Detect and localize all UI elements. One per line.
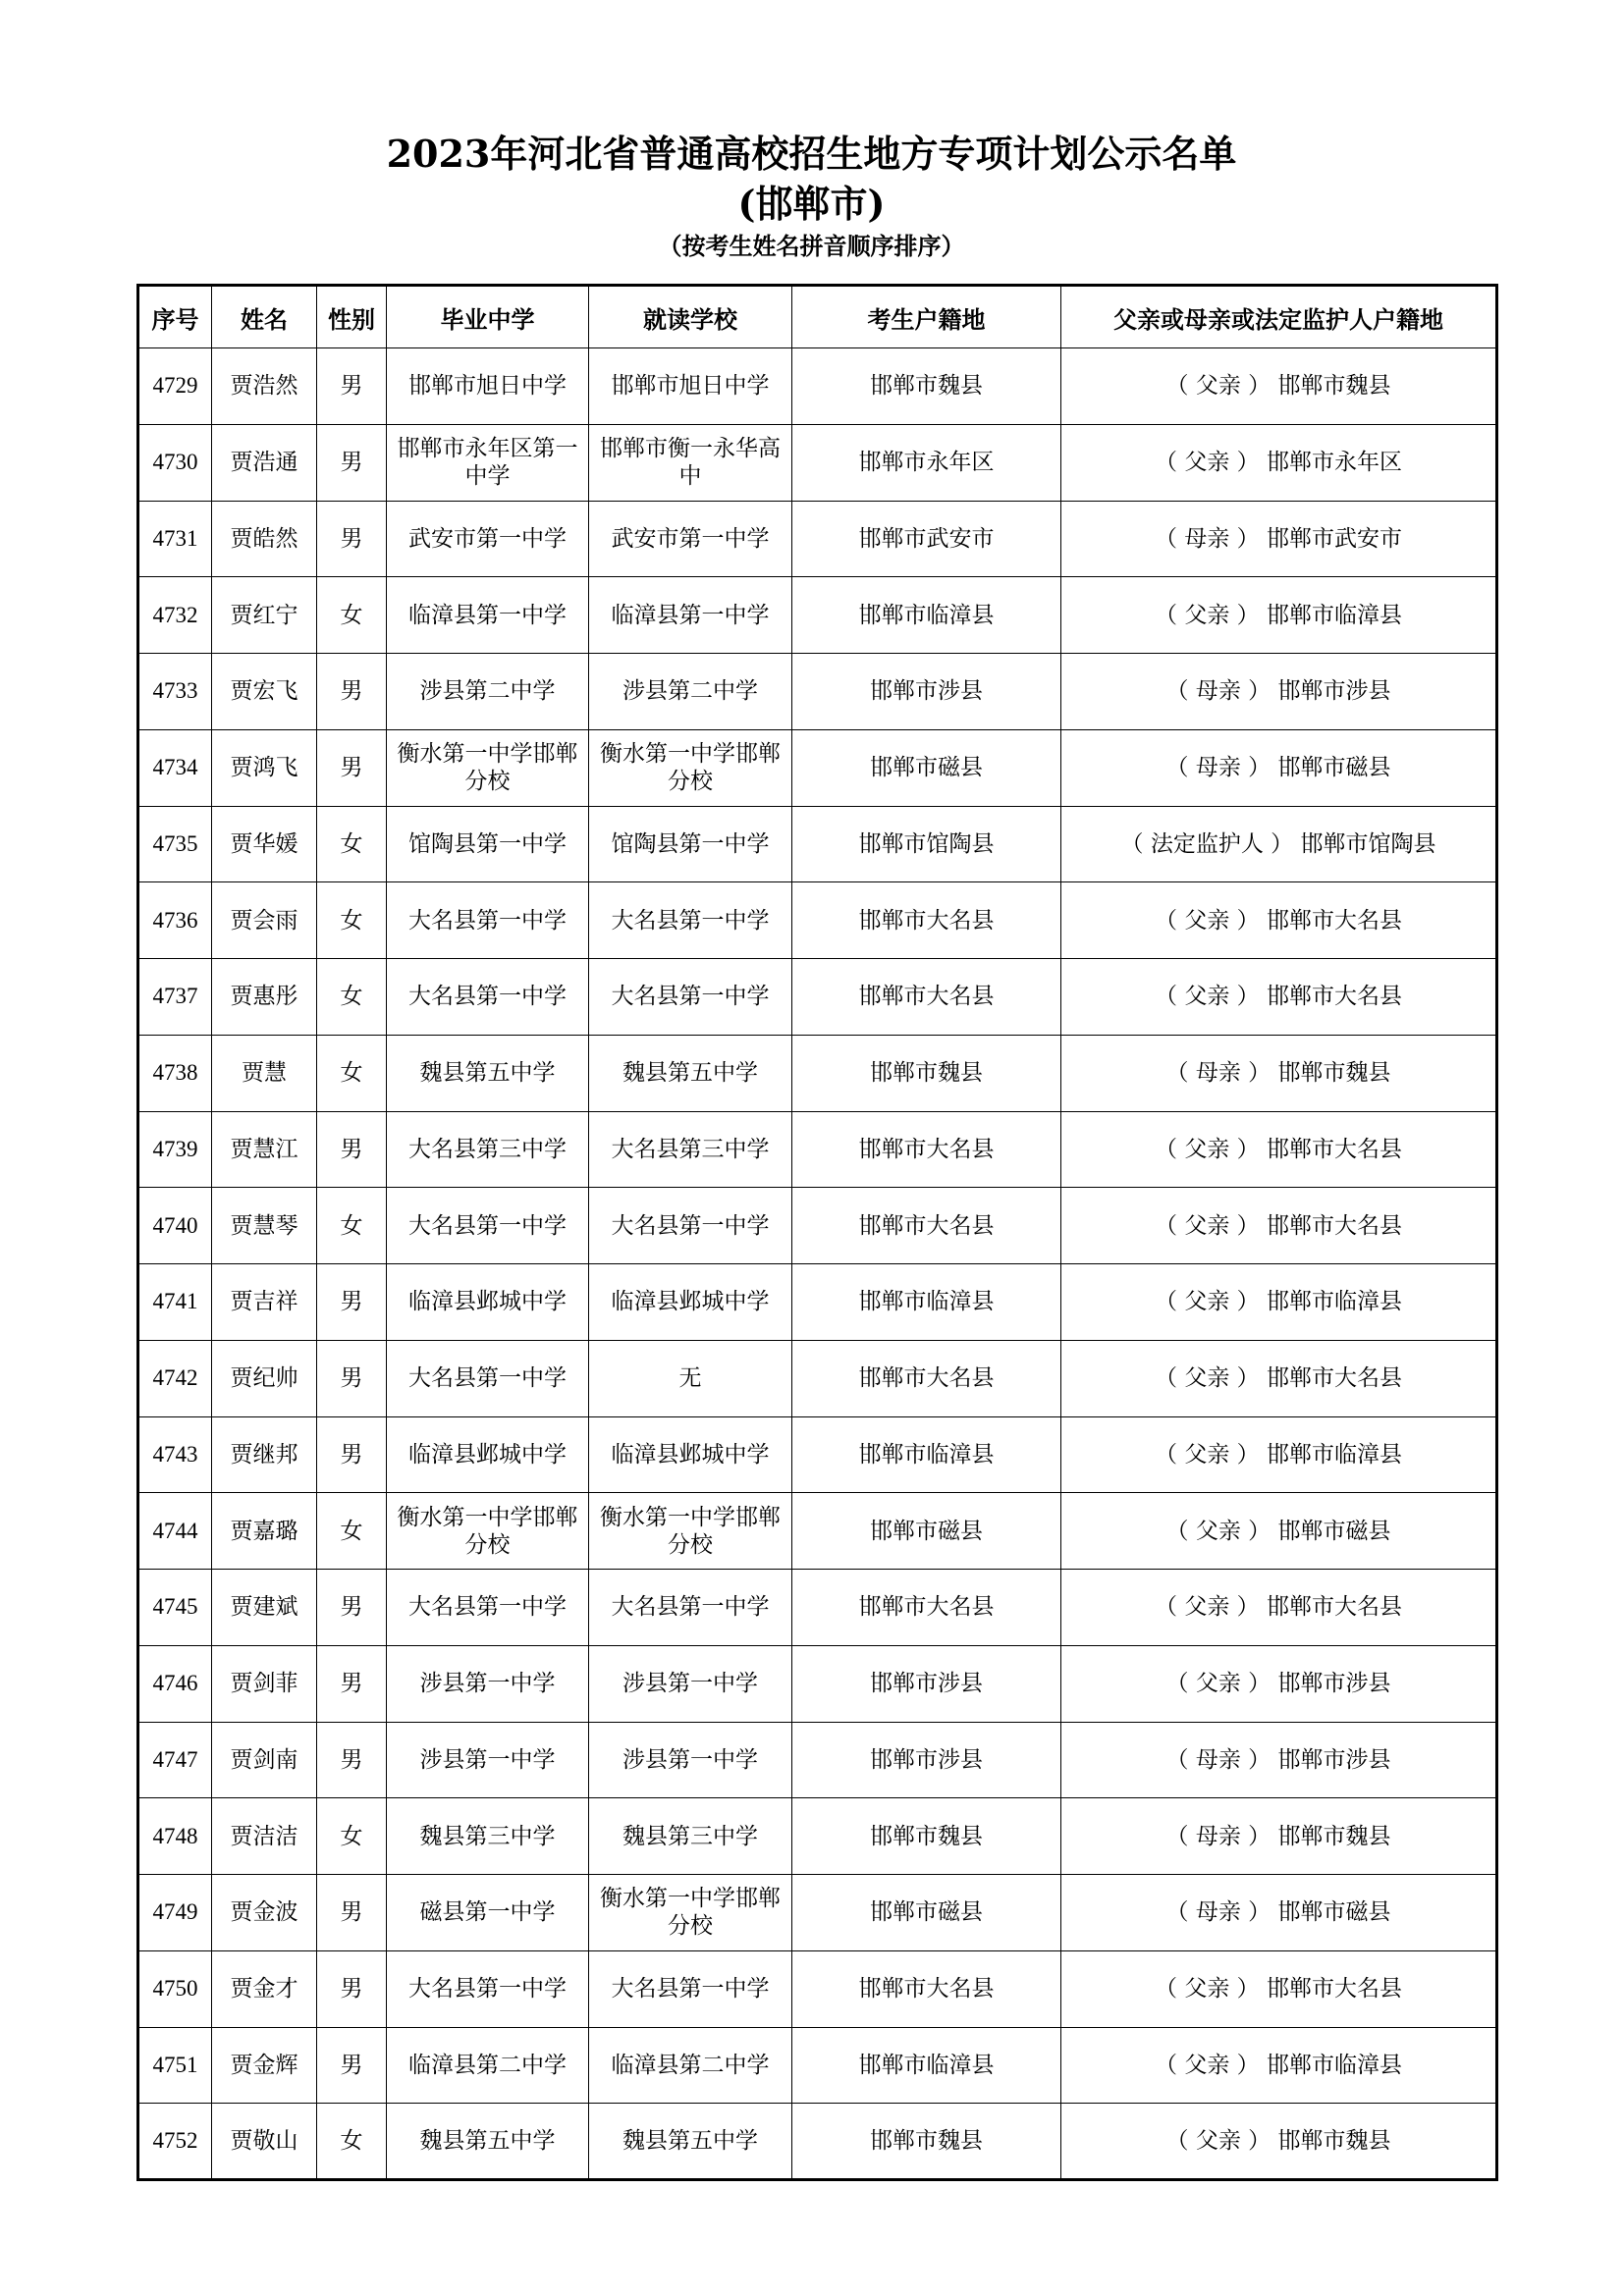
guardian-domicile-cell: （ 父亲 ） 邯郸市大名县: [1061, 959, 1497, 1036]
guardian-domicile-cell: （ 父亲 ） 邯郸市临漳县: [1061, 1264, 1497, 1341]
gender-cell: 男: [317, 1570, 387, 1646]
row-index-cell: 4731: [138, 501, 212, 577]
student-domicile-cell: 邯郸市魏县: [792, 348, 1061, 425]
graduated-school-cell: 魏县第三中学: [387, 1798, 589, 1875]
student-name-cell: 贾金才: [212, 1950, 317, 2027]
graduated-school-cell: 邯郸市永年区第一中学: [387, 424, 589, 501]
gender-cell: 女: [317, 2104, 387, 2180]
admission-roster-table: [136, 284, 1498, 2181]
graduated-school-cell: 临漳县第一中学: [387, 577, 589, 654]
table-row: [138, 501, 1497, 577]
gender-cell: 男: [317, 1264, 387, 1341]
current-school-cell: 涉县第一中学: [589, 1645, 792, 1722]
student-name-cell: 贾鸿飞: [212, 729, 317, 806]
table-row: [138, 1645, 1497, 1722]
row-index-cell: 4730: [138, 424, 212, 501]
student-domicile-cell: 邯郸市大名县: [792, 1570, 1061, 1646]
graduated-school-cell: 临漳县第二中学: [387, 2027, 589, 2104]
student-name-cell: 贾慧: [212, 1035, 317, 1111]
current-school-cell: 衡水第一中学邯郸分校: [589, 729, 792, 806]
table-row: [138, 729, 1497, 806]
row-index-cell: 4749: [138, 1875, 212, 1951]
current-school-cell: 武安市第一中学: [589, 501, 792, 577]
table-row: [138, 1188, 1497, 1264]
student-name-cell: 贾浩通: [212, 424, 317, 501]
row-index-cell: 4750: [138, 1950, 212, 2027]
guardian-domicile-cell: （ 母亲 ） 邯郸市魏县: [1061, 1798, 1497, 1875]
gender-cell: 女: [317, 577, 387, 654]
student-name-cell: 贾皓然: [212, 501, 317, 577]
student-domicile-cell: 邯郸市魏县: [792, 1035, 1061, 1111]
guardian-domicile-cell: （ 母亲 ） 邯郸市磁县: [1061, 1875, 1497, 1951]
current-school-cell: 大名县第一中学: [589, 1188, 792, 1264]
guardian-domicile-cell: （ 父亲 ） 邯郸市临漳县: [1061, 1416, 1497, 1493]
student-name-cell: 贾纪帅: [212, 1340, 317, 1416]
student-domicile-cell: 邯郸市馆陶县: [792, 806, 1061, 882]
guardian-domicile-cell: （ 父亲 ） 邯郸市大名县: [1061, 1111, 1497, 1188]
row-index-cell: 4739: [138, 1111, 212, 1188]
gender-cell: 女: [317, 1035, 387, 1111]
guardian-domicile-cell: （ 母亲 ） 邯郸市武安市: [1061, 501, 1497, 577]
row-index-cell: 4734: [138, 729, 212, 806]
guardian-domicile-cell: （ 父亲 ） 邯郸市临漳县: [1061, 2027, 1497, 2104]
table-row: [138, 1875, 1497, 1951]
table-row: [138, 1798, 1497, 1875]
gender-cell: 女: [317, 806, 387, 882]
student-name-cell: 贾剑菲: [212, 1645, 317, 1722]
current-school-cell: 魏县第五中学: [589, 2104, 792, 2180]
graduated-school-cell: 磁县第一中学: [387, 1875, 589, 1951]
current-school-cell: 临漳县第一中学: [589, 577, 792, 654]
table-row: [138, 577, 1497, 654]
graduated-school-cell: 大名县第一中学: [387, 1340, 589, 1416]
gender-cell: 男: [317, 1111, 387, 1188]
graduated-school-cell: 衡水第一中学邯郸分校: [387, 1493, 589, 1570]
graduated-school-cell: 大名县第一中学: [387, 882, 589, 959]
student-name-cell: 贾红宁: [212, 577, 317, 654]
row-index-cell: 4735: [138, 806, 212, 882]
student-name-cell: 贾敬山: [212, 2104, 317, 2180]
gender-cell: 女: [317, 959, 387, 1036]
table-header-row: [138, 286, 1497, 348]
table-row: [138, 1035, 1497, 1111]
current-school-cell: 涉县第一中学: [589, 1722, 792, 1798]
student-name-cell: 贾金波: [212, 1875, 317, 1951]
graduated-school-cell: 临漳县邺城中学: [387, 1264, 589, 1341]
current-school-cell: 临漳县邺城中学: [589, 1416, 792, 1493]
gender-cell: 男: [317, 2027, 387, 2104]
current-school-cell: 衡水第一中学邯郸分校: [589, 1493, 792, 1570]
guardian-domicile-cell: （ 父亲 ） 邯郸市魏县: [1061, 2104, 1497, 2180]
current-school-cell: 魏县第五中学: [589, 1035, 792, 1111]
current-school-cell: 大名县第一中学: [589, 959, 792, 1036]
student-domicile-cell: 邯郸市魏县: [792, 2104, 1061, 2180]
student-domicile-cell: 邯郸市永年区: [792, 424, 1061, 501]
graduated-school-cell: 衡水第一中学邯郸分校: [387, 729, 589, 806]
table-row: [138, 1416, 1497, 1493]
graduated-school-cell: 大名县第三中学: [387, 1111, 589, 1188]
guardian-domicile-cell: （ 父亲 ） 邯郸市大名县: [1061, 1340, 1497, 1416]
student-name-cell: 贾惠彤: [212, 959, 317, 1036]
row-index-cell: 4738: [138, 1035, 212, 1111]
student-domicile-cell: 邯郸市武安市: [792, 501, 1061, 577]
gender-cell: 女: [317, 1188, 387, 1264]
guardian-domicile-cell: （ 母亲 ） 邯郸市涉县: [1061, 1722, 1497, 1798]
current-school-cell: 馆陶县第一中学: [589, 806, 792, 882]
student-domicile-cell: 邯郸市临漳县: [792, 577, 1061, 654]
row-index-cell: 4744: [138, 1493, 212, 1570]
graduated-school-cell: 涉县第二中学: [387, 654, 589, 730]
gender-cell: 女: [317, 1493, 387, 1570]
guardian-domicile-cell: （ 父亲 ） 邯郸市大名县: [1061, 1570, 1497, 1646]
student-name-cell: 贾金辉: [212, 2027, 317, 2104]
gender-cell: 男: [317, 1645, 387, 1722]
row-index-cell: 4745: [138, 1570, 212, 1646]
gender-cell: 男: [317, 348, 387, 425]
student-domicile-cell: 邯郸市磁县: [792, 1875, 1061, 1951]
current-school-cell: 邯郸市旭日中学: [589, 348, 792, 425]
sort-note: （按考生姓名拼音顺序排序）: [658, 233, 965, 260]
row-index-cell: 4751: [138, 2027, 212, 2104]
column-header-index: 序号: [138, 286, 212, 348]
guardian-domicile-cell: （ 父亲 ） 邯郸市磁县: [1061, 1493, 1497, 1570]
graduated-school-cell: 魏县第五中学: [387, 1035, 589, 1111]
student-name-cell: 贾吉祥: [212, 1264, 317, 1341]
guardian-domicile-cell: （ 父亲 ） 邯郸市永年区: [1061, 424, 1497, 501]
student-domicile-cell: 邯郸市磁县: [792, 729, 1061, 806]
student-name-cell: 贾洁洁: [212, 1798, 317, 1875]
gender-cell: 女: [317, 1798, 387, 1875]
graduated-school-cell: 涉县第一中学: [387, 1722, 589, 1798]
student-name-cell: 贾继邦: [212, 1416, 317, 1493]
student-domicile-cell: 邯郸市大名县: [792, 1111, 1061, 1188]
student-name-cell: 贾慧江: [212, 1111, 317, 1188]
column-header-name: 姓名: [212, 286, 317, 348]
student-domicile-cell: 邯郸市大名县: [792, 1950, 1061, 2027]
row-index-cell: 4742: [138, 1340, 212, 1416]
row-index-cell: 4741: [138, 1264, 212, 1341]
graduated-school-cell: 大名县第一中学: [387, 1570, 589, 1646]
column-header-student-domicile: 考生户籍地: [792, 286, 1061, 348]
row-index-cell: 4746: [138, 1645, 212, 1722]
table-row: [138, 2104, 1497, 2180]
table-row: [138, 959, 1497, 1036]
table-row: [138, 1722, 1497, 1798]
gender-cell: 女: [317, 882, 387, 959]
document-title: 2023年河北省普通高校招生地方专项计划公示名单: [386, 132, 1237, 176]
column-header-gender: 性别: [317, 286, 387, 348]
guardian-domicile-cell: （ 父亲 ） 邯郸市大名县: [1061, 882, 1497, 959]
student-domicile-cell: 邯郸市临漳县: [792, 1416, 1061, 1493]
student-domicile-cell: 邯郸市大名县: [792, 1340, 1061, 1416]
student-domicile-cell: 邯郸市魏县: [792, 1798, 1061, 1875]
row-index-cell: 4748: [138, 1798, 212, 1875]
gender-cell: 男: [317, 1722, 387, 1798]
guardian-domicile-cell: （ 父亲 ） 邯郸市大名县: [1061, 1188, 1497, 1264]
guardian-domicile-cell: （ 母亲 ） 邯郸市涉县: [1061, 654, 1497, 730]
student-domicile-cell: 邯郸市临漳县: [792, 2027, 1061, 2104]
document-city: (邯郸市): [737, 182, 886, 226]
gender-cell: 男: [317, 1950, 387, 2027]
gender-cell: 男: [317, 424, 387, 501]
graduated-school-cell: 大名县第一中学: [387, 959, 589, 1036]
graduated-school-cell: 临漳县邺城中学: [387, 1416, 589, 1493]
student-name-cell: 贾宏飞: [212, 654, 317, 730]
table-row: [138, 1340, 1497, 1416]
student-domicile-cell: 邯郸市涉县: [792, 1645, 1061, 1722]
student-name-cell: 贾建斌: [212, 1570, 317, 1646]
graduated-school-cell: 武安市第一中学: [387, 501, 589, 577]
column-header-current-school: 就读学校: [589, 286, 792, 348]
student-name-cell: 贾会雨: [212, 882, 317, 959]
current-school-cell: 无: [589, 1340, 792, 1416]
current-school-cell: 魏县第三中学: [589, 1798, 792, 1875]
row-index-cell: 4736: [138, 882, 212, 959]
row-index-cell: 4733: [138, 654, 212, 730]
row-index-cell: 4752: [138, 2104, 212, 2180]
guardian-domicile-cell: （ 父亲 ） 邯郸市涉县: [1061, 1645, 1497, 1722]
student-domicile-cell: 邯郸市大名县: [792, 1188, 1061, 1264]
student-domicile-cell: 邯郸市涉县: [792, 654, 1061, 730]
row-index-cell: 4732: [138, 577, 212, 654]
table-row: [138, 424, 1497, 501]
gender-cell: 男: [317, 1875, 387, 1951]
student-name-cell: 贾华媛: [212, 806, 317, 882]
row-index-cell: 4729: [138, 348, 212, 425]
table-row: [138, 1950, 1497, 2027]
table-body: [138, 348, 1497, 2180]
graduated-school-cell: 大名县第一中学: [387, 1188, 589, 1264]
student-name-cell: 贾浩然: [212, 348, 317, 425]
gender-cell: 男: [317, 729, 387, 806]
student-domicile-cell: 邯郸市大名县: [792, 959, 1061, 1036]
graduated-school-cell: 馆陶县第一中学: [387, 806, 589, 882]
student-domicile-cell: 邯郸市大名县: [792, 882, 1061, 959]
student-name-cell: 贾剑南: [212, 1722, 317, 1798]
student-domicile-cell: 邯郸市磁县: [792, 1493, 1061, 1570]
current-school-cell: 衡水第一中学邯郸分校: [589, 1875, 792, 1951]
table-row: [138, 882, 1497, 959]
gender-cell: 男: [317, 501, 387, 577]
guardian-domicile-cell: （ 法定监护人 ） 邯郸市馆陶县: [1061, 806, 1497, 882]
row-index-cell: 4747: [138, 1722, 212, 1798]
current-school-cell: 邯郸市衡一永华高中: [589, 424, 792, 501]
graduated-school-cell: 涉县第一中学: [387, 1645, 589, 1722]
guardian-domicile-cell: （ 母亲 ） 邯郸市魏县: [1061, 1035, 1497, 1111]
column-header-graduated-school: 毕业中学: [387, 286, 589, 348]
student-name-cell: 贾嘉璐: [212, 1493, 317, 1570]
table-row: [138, 348, 1497, 425]
current-school-cell: 大名县第一中学: [589, 1950, 792, 2027]
current-school-cell: 大名县第一中学: [589, 882, 792, 959]
row-index-cell: 4737: [138, 959, 212, 1036]
current-school-cell: 涉县第二中学: [589, 654, 792, 730]
gender-cell: 男: [317, 654, 387, 730]
graduated-school-cell: 魏县第五中学: [387, 2104, 589, 2180]
graduated-school-cell: 大名县第一中学: [387, 1950, 589, 2027]
table-row: [138, 2027, 1497, 2104]
guardian-domicile-cell: （ 父亲 ） 邯郸市临漳县: [1061, 577, 1497, 654]
student-name-cell: 贾慧琴: [212, 1188, 317, 1264]
table-row: [138, 654, 1497, 730]
student-domicile-cell: 邯郸市涉县: [792, 1722, 1061, 1798]
row-index-cell: 4743: [138, 1416, 212, 1493]
table-row: [138, 806, 1497, 882]
current-school-cell: 临漳县邺城中学: [589, 1264, 792, 1341]
guardian-domicile-cell: （ 父亲 ） 邯郸市大名县: [1061, 1950, 1497, 2027]
column-header-guardian-domicile: 父亲或母亲或法定监护人户籍地: [1061, 286, 1497, 348]
gender-cell: 男: [317, 1416, 387, 1493]
table-row: [138, 1570, 1497, 1646]
gender-cell: 男: [317, 1340, 387, 1416]
table-row: [138, 1493, 1497, 1570]
current-school-cell: 大名县第三中学: [589, 1111, 792, 1188]
graduated-school-cell: 邯郸市旭日中学: [387, 348, 589, 425]
guardian-domicile-cell: （ 父亲 ） 邯郸市魏县: [1061, 348, 1497, 425]
current-school-cell: 大名县第一中学: [589, 1570, 792, 1646]
current-school-cell: 临漳县第二中学: [589, 2027, 792, 2104]
table-row: [138, 1111, 1497, 1188]
table-row: [138, 1264, 1497, 1341]
student-domicile-cell: 邯郸市临漳县: [792, 1264, 1061, 1341]
row-index-cell: 4740: [138, 1188, 212, 1264]
guardian-domicile-cell: （ 母亲 ） 邯郸市磁县: [1061, 729, 1497, 806]
